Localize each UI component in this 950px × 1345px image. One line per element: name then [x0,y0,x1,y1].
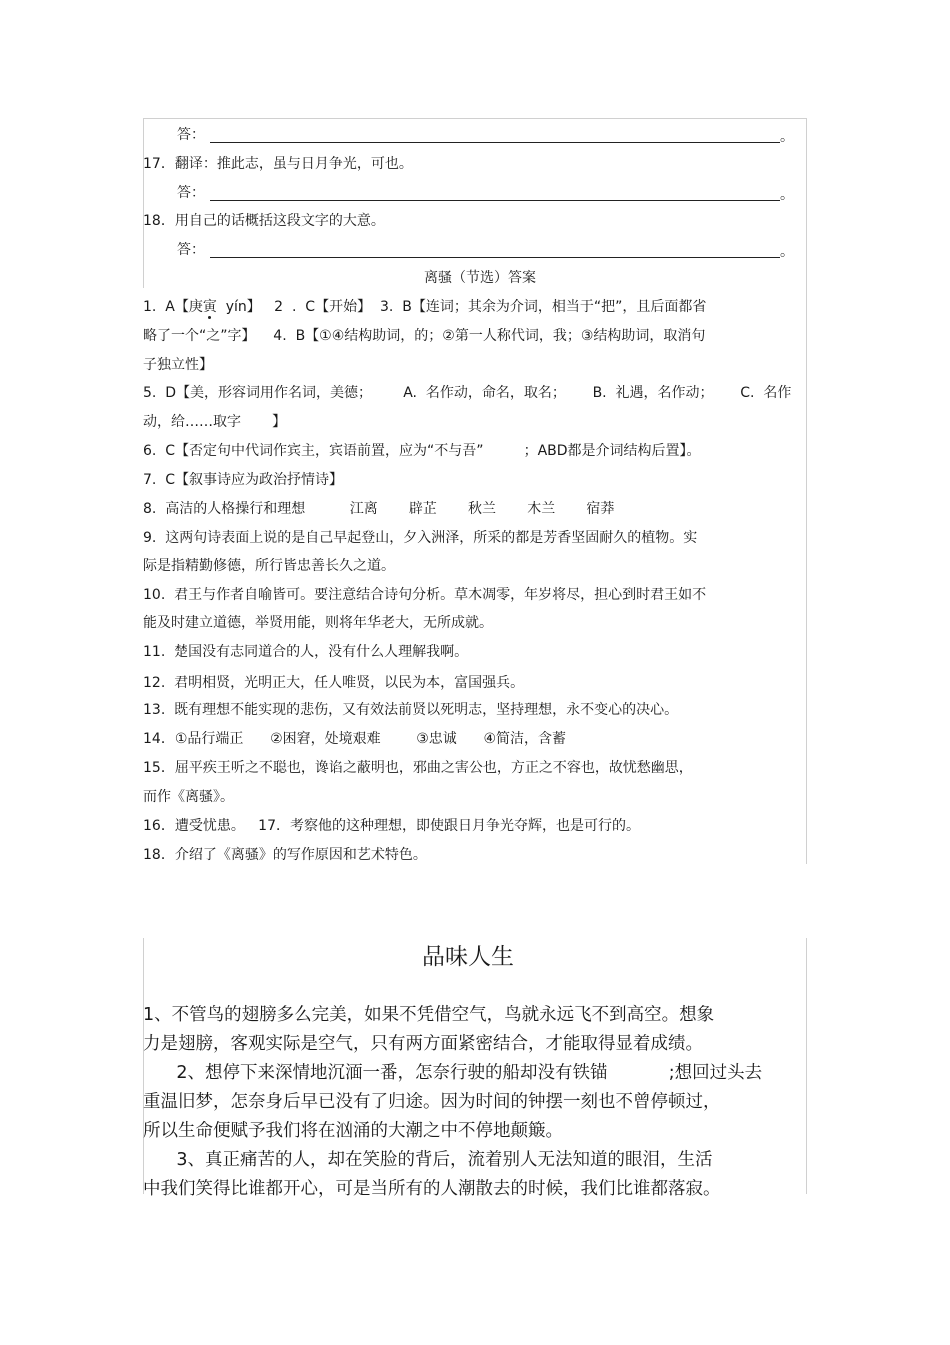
answer-10-line-1: 10. 君王与作者自喻皆可。要注意结合诗句分析。草木凋零，年岁将尽，担心到时君王如不 [143,587,707,603]
answer-label-16: 答： [177,127,205,143]
answer-9-line-1: 9. 这两句诗表面上说的是自己早起登山，夕入洲泽，所采的都是芳香坚固耐久的植物。实 [143,530,698,546]
essay-paragraph-3-line-1: 3、真正痛苦的人，却在笑脸的背后，流着别人无法知道的眼泪，生活 [143,1150,713,1170]
answer-input-line-17[interactable] [210,200,780,201]
answer-15-line-2: 而作《离骚》。 [143,789,234,805]
answer-7: 7. C【叙事诗应为政治抒情诗】 [143,472,344,488]
answer-5-line-2: 动，给……取字 】 [143,414,287,430]
essay-paragraph-2-line-2: 重温旧梦，怎奈身后早已没有了归途。因为时间的钟摆一刻也不曾停顿过， [143,1092,721,1112]
essay-paragraph-3-line-2: 中我们笑得比谁都开心，可是当所有的人潮散去的时候，我们比谁都落寂。 [143,1179,721,1199]
answer-input-line-16[interactable] [210,142,780,143]
answer-11: 11. 楚国没有志同道合的人，没有什么人理解我啊。 [143,644,469,660]
frame-top-line [143,118,807,119]
essay-paragraph-2-line-1: 2、想停下来深情地沉湎一番，怎奈行驶的船却没有铁锚 ;想回过头去 [143,1063,763,1083]
frame-right-line-1 [806,118,807,864]
answer-16-17: 16．遭受忧患。 17．考察他的这种理想，即使跟日月争光夺辉，也是可行的。 [143,818,640,834]
answer-14: 14．①品行端正 ②困窘，处境艰难 ③忠诚 ④简洁，含蓄 [143,731,567,747]
essay-paragraph-2-line-3: 所以生命便赋予我们将在汹涌的大潮之中不停地颠簸。 [143,1121,563,1141]
answer-1-line-3: 子独立性】 [143,357,213,373]
answer-10-line-2: 能及时建立道德，举贤用能，则将年华老大，无所成就。 [143,615,493,631]
answer-1-line-2: 略了一个“之”字】 4. B【①④结构助词，的；②第一人称代词，我；③结构助词，取消句 [143,328,706,344]
frame-left-line-1 [143,118,144,288]
answer-18: 18．介绍了《离骚》的写作原因和艺术特色。 [143,847,427,863]
answer-section-title: 离骚（节选）答案 [424,270,536,286]
answer-12: 12. 君明相贤，光明正大，任人唯贤，以民为本，富国强兵。 [143,675,525,691]
answer-period-17: 。 [780,187,794,203]
answer-13: 13. 既有理想不能实现的悲伤，又有效法前贤以死明志，坚持理想，永不变心的决心。 [143,702,679,718]
essay-title: 品味人生 [422,944,514,970]
answer-period-18: 。 [780,244,794,260]
answer-input-line-18[interactable] [210,257,780,258]
frame-right-line-2 [806,938,807,1194]
answer-6: 6. C【否定句中代词作宾主，宾语前置，应为“不与吾” ；ABD都是介词结构后置】。 [143,443,701,459]
answer-15-line-1: 15．屈平疾王听之不聪也，谗谄之蔽明也，邪曲之害公也，方正之不容也，故忧愁幽思， [143,760,693,776]
question-18: 18．用自己的话概括这段文字的大意。 [143,213,385,229]
answer-8: 8. 高洁的人格操行和理想 江离 辟芷 秋兰 木兰 宿莽 [143,501,615,517]
question-17: 17．翻译：推此志，虽与日月争光，可也。 [143,156,413,172]
dotted-character: 寅 [202,299,217,315]
answer-label-17: 答： [177,185,205,201]
answer-5-line-1: 5. D【美，形容词用作名词，美德； A. 名作动，命名，取名； B. 礼遇，名作动； C. 名作 [143,385,792,401]
essay-paragraph-1-line-1: 1、不管鸟的翅膀多么完美，如果不凭借空气，鸟就永远飞不到高空。想象 [143,1005,715,1025]
answer-period-16: 。 [780,129,794,145]
answer-label-18: 答： [177,242,205,258]
answer-1-line-1: 1. A【庚寅 yín】 2 . C【开始】 3. B【连词；其余为介词，相当于“把”，且后面都省 [143,299,707,315]
answer-9-line-2: 际是指精勤修德，所行皆忠善长久之道。 [143,558,395,574]
essay-paragraph-1-line-2: 力是翅膀，客观实际是空气，只有两方面紧密结合，才能取得显着成绩。 [143,1034,703,1054]
